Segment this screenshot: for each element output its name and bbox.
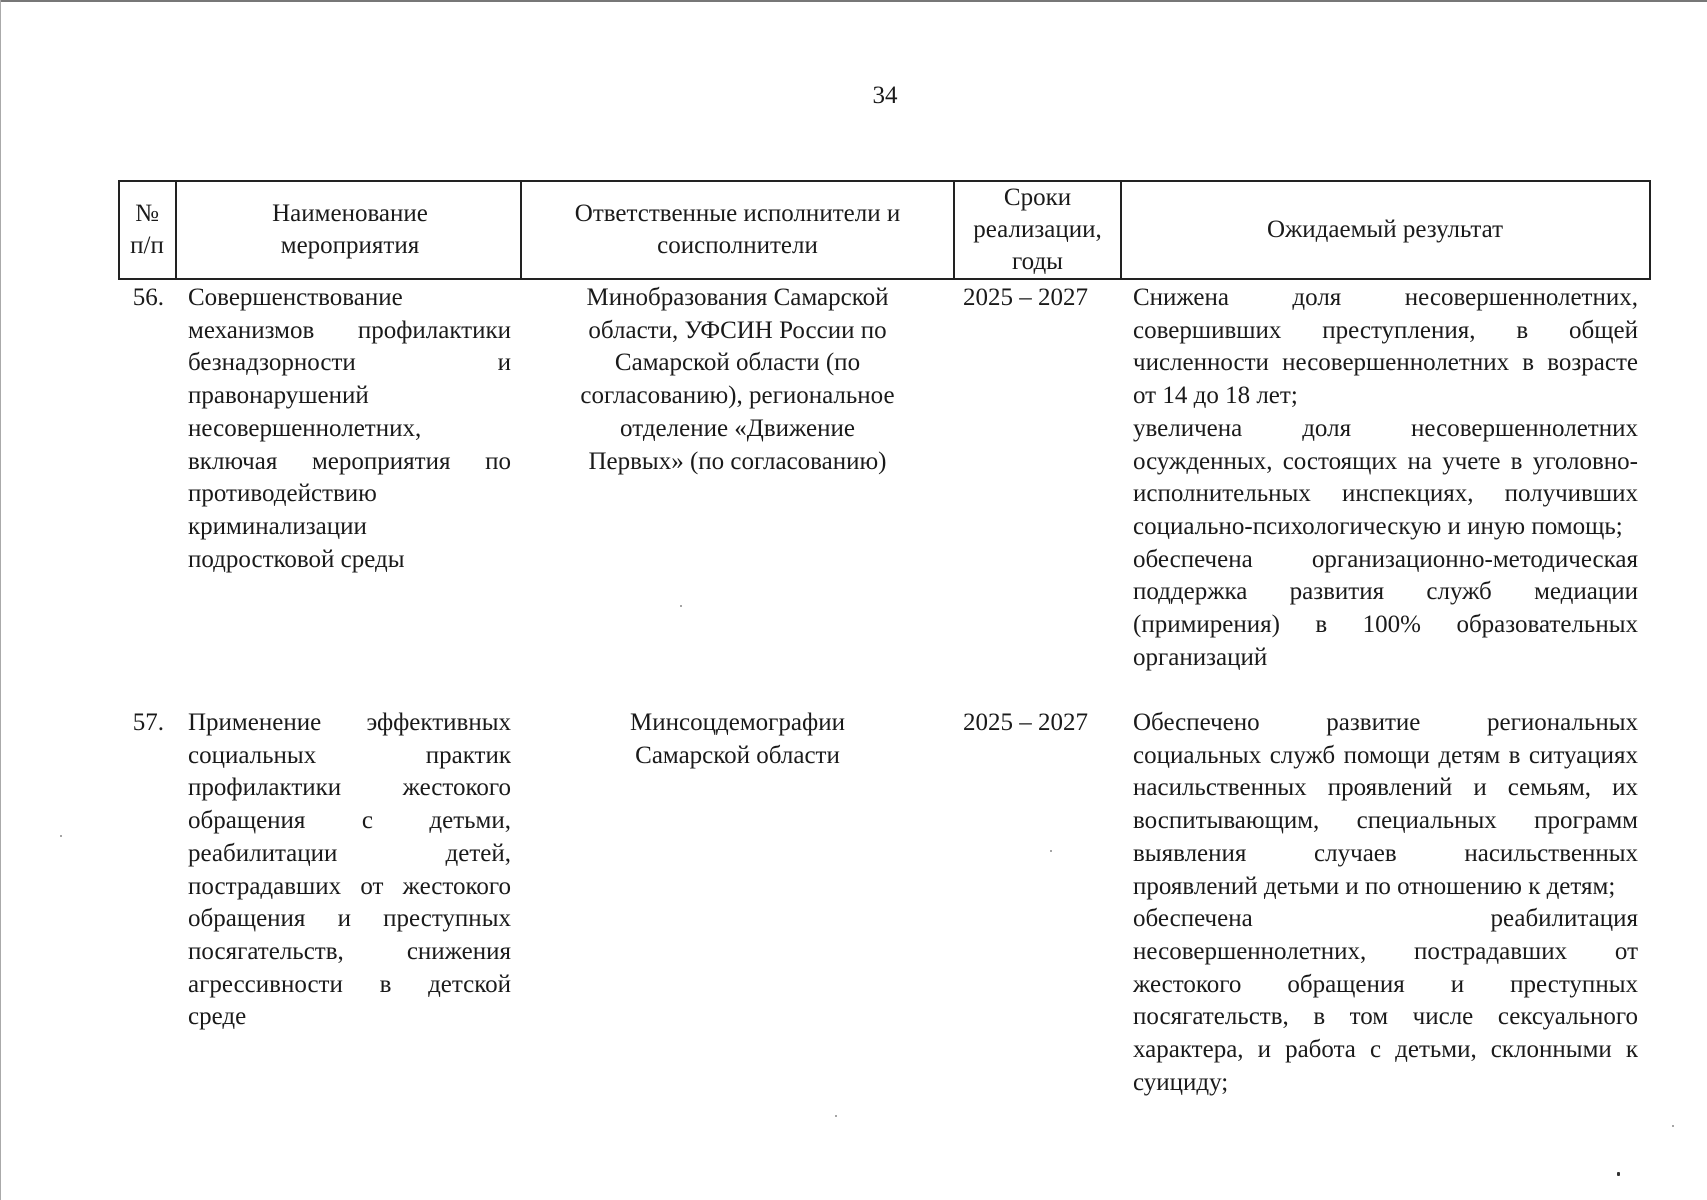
row-56-num: 56. <box>132 284 164 311</box>
row-56-name: Совершенствование механизмов профилактики безнадзорности и правонарушений несовершеннолетних, включая мероприятия по противодействию криминализации подростковой среды <box>188 284 511 573</box>
row-57-name: Применение эффективных социальных практик профилактики жестокого обращения с детьми, реабилитации детей, пострадавших от жестокого обращения и преступных посягательств, снижения агрессивности в детской среде <box>188 709 511 1031</box>
scan-speck <box>835 1115 837 1117</box>
header-result <box>1125 180 1645 279</box>
row-56-result <box>1133 282 1638 674</box>
row-57-responsible: Минсоцдемографии Самарской области <box>630 709 845 769</box>
scan-edge-left <box>0 0 1 1200</box>
row-56-responsible: Минобразования Самарской области, УФСИН России по Самарской области (по согласованию), региональное отделение «Движение Первых» (по согласованию) <box>580 284 895 475</box>
row-56-result-p1: Снижена доля несовершеннолетних, совершивших преступления, в общей численности несовершеннолетних в возрасте от 14 до 18 лет; <box>1133 284 1638 410</box>
page-number: 34 <box>872 82 898 109</box>
table-col-border <box>520 180 522 279</box>
table-col-border <box>1649 180 1651 279</box>
header-num-text: № п/п <box>130 199 164 259</box>
header-name-text: Наименование мероприятия <box>272 199 428 259</box>
header-num <box>122 180 172 279</box>
table-col-border <box>118 180 120 279</box>
row-57-term: 2025 – 2027 <box>963 709 1088 736</box>
row-57-num: 57. <box>132 709 164 736</box>
row-57-result-p2: обеспечена реабилитация несовершеннолетних, пострадавших от жестокого обращения и преступных посягательств, в том числе сексуального характера, и работа с детьми, склонными к суициду; <box>1133 905 1638 1096</box>
header-responsible <box>555 180 920 279</box>
header-responsible-text: Ответственные исполнители и соисполнители <box>574 199 901 259</box>
row-57-result-p1: Обеспечено развитие региональных социальных служб помощи детям в ситуациях насильственных проявлений и семьям, их воспитывающим, специальных программ выявления случаев насильственных проявлений детьми и по отношению к детям; <box>1133 709 1638 900</box>
row-57-result <box>1133 707 1638 1099</box>
scan-speck <box>1617 1172 1620 1176</box>
scan-speck <box>1672 1125 1674 1127</box>
scan-speck <box>1050 850 1052 852</box>
header-name <box>200 180 500 279</box>
row-56-result-p2: увеличена доля несовершеннолетних осужденных, состоящих на учете в уголовно-исполнительных инспекциях, получивших социально-психологическую и иную помощь; <box>1133 414 1638 540</box>
scan-edge-top <box>0 0 1707 2</box>
header-result-text: Ожидаемый результат <box>1266 215 1504 243</box>
table-col-border <box>953 180 955 279</box>
row-56-result-p3: обеспечена организационно-методическая поддержка развития служб медиации (примирения) в 100% образовательных организаций <box>1133 545 1638 671</box>
table-col-border <box>175 180 177 279</box>
header-term <box>960 180 1115 279</box>
scan-speck <box>60 835 62 837</box>
header-term-text: Сроки реализации, годы <box>973 183 1102 275</box>
scan-speck <box>680 605 682 607</box>
table-col-border <box>1120 180 1122 279</box>
row-56-term: 2025 – 2027 <box>963 284 1088 311</box>
